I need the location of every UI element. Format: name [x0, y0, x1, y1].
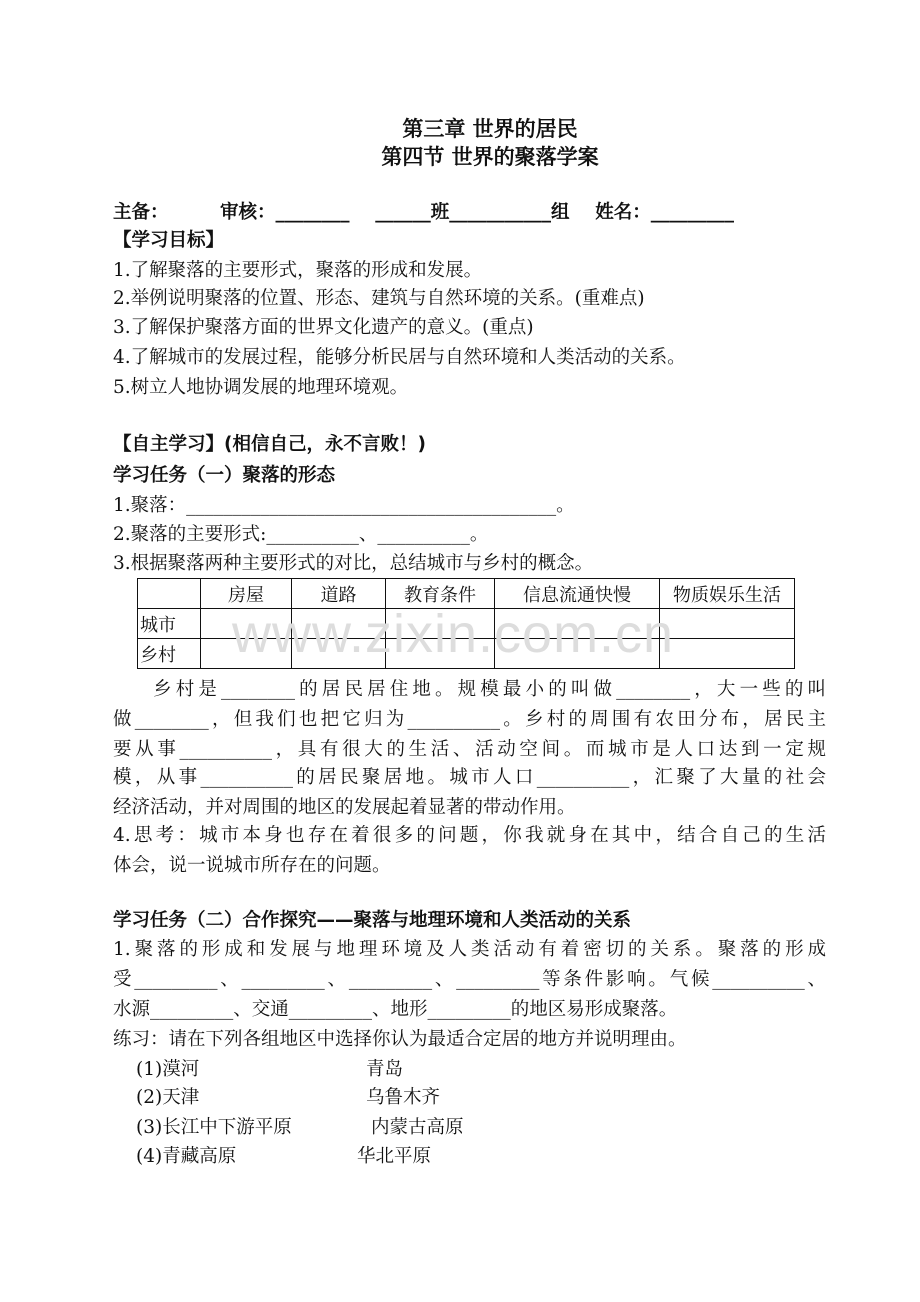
question-1: 1.聚落：________________________________________。: [113, 495, 575, 516]
table-header: 道路: [292, 579, 386, 609]
table-cell[interactable]: [201, 639, 292, 669]
table-row: [138, 639, 795, 669]
option-left: (1)漠河: [136, 1059, 200, 1080]
table-cell[interactable]: [201, 609, 292, 639]
task2-heading: 学习任务（二）合作探究——聚落与地理环境和人类活动的关系: [113, 910, 632, 931]
row-label: 城市: [138, 609, 201, 639]
table-cell[interactable]: [386, 609, 495, 639]
paragraph-line: 4.思考：城市本身也存在着很多的问题，你我就身在其中，结合自己的生活: [113, 825, 826, 846]
table-cell[interactable]: [386, 639, 495, 669]
header-line: 主备： 审核：________ ______班___________组 姓名：_________: [113, 202, 735, 223]
chapter-title: 第三章 世界的居民: [402, 117, 578, 141]
option-right: 华北平原: [357, 1146, 432, 1167]
table-cell[interactable]: [495, 639, 660, 669]
option-left: (2)天津: [136, 1087, 200, 1108]
task2-line: 水源_________、交通_________、地形_________的地区易形成聚落。: [113, 999, 678, 1020]
task2-line: 1.聚落的形成和发展与地理环境及人类活动有着密切的关系。聚落的形成: [113, 939, 826, 960]
option-left: (4)青藏高原: [136, 1146, 237, 1167]
section-title: 第四节 世界的聚落学案: [381, 145, 599, 169]
option-right: 青岛: [366, 1059, 404, 1080]
objective-item: 4.了解城市的发展过程，能够分析民居与自然环境和人类活动的关系。: [113, 347, 686, 368]
row-label: 乡村: [138, 639, 201, 669]
table-cell[interactable]: [660, 609, 795, 639]
task1-heading: 学习任务（一）聚落的形态: [113, 465, 336, 486]
table-header: 信息流通快慢: [495, 579, 660, 609]
table-cell[interactable]: [292, 609, 386, 639]
self-study-heading: 【自主学习】(相信自己，永不言败！): [113, 434, 426, 455]
paragraph-line: 做________，但我们也把它归为__________。乡村的周围有农田分布，居民主: [113, 709, 826, 730]
objectives-heading: 【学习目标】: [113, 230, 225, 251]
option-right: 乌鲁木齐: [366, 1087, 441, 1108]
table-header: 教育条件: [386, 579, 495, 609]
table-header-row: [138, 579, 795, 609]
paragraph-line: 乡村是________的居民居住地。规模最小的叫做________，大一些的叫: [113, 679, 826, 700]
objective-item: 5.树立人地协调发展的地理环境观。: [113, 377, 409, 398]
table-header: 房屋: [201, 579, 292, 609]
paragraph-line: 体会，说一说城市所存在的问题。: [113, 855, 391, 876]
watermark: www.zixin.com.cn: [232, 604, 675, 664]
objective-item: 2.举例说明聚落的位置、形态、建筑与自然环境的关系。(重难点): [113, 288, 645, 309]
comparison-table: [137, 578, 795, 669]
table-header: [138, 579, 201, 609]
paragraph-line: 模，从事__________的居民聚居地。城市人口__________，汇聚了大量的社会: [113, 767, 826, 788]
table-cell[interactable]: [495, 609, 660, 639]
objective-item: 1.了解聚落的主要形式，聚落的形成和发展。: [113, 260, 483, 281]
option-right: 内蒙古高原: [371, 1117, 464, 1138]
question-2: 2.聚落的主要形式:__________、__________。: [113, 524, 489, 545]
table-cell[interactable]: [660, 639, 795, 669]
option-left: (3)长江中下游平原: [136, 1117, 292, 1138]
question-3: 3.根据聚落两种主要形式的对比，总结城市与乡村的概念。: [113, 553, 594, 574]
task2-line: 受_________、_________、_________、_________等条件影响。气候__________、: [113, 969, 826, 990]
table-row: [138, 609, 795, 639]
paragraph-line: 要从事__________，具有很大的生活、活动空间。而城市是人口达到一定规: [113, 739, 826, 760]
task2-line: 练习：请在下列各组地区中选择你认为最适合定居的地方并说明理由。: [113, 1029, 687, 1050]
table-cell[interactable]: [292, 639, 386, 669]
table-header: 物质娱乐生活: [660, 579, 795, 609]
paragraph-line: 经济活动，并对周围的地区的发展起着显著的带动作用。: [113, 797, 576, 818]
objective-item: 3.了解保护聚落方面的世界文化遗产的意义。(重点): [113, 317, 534, 338]
